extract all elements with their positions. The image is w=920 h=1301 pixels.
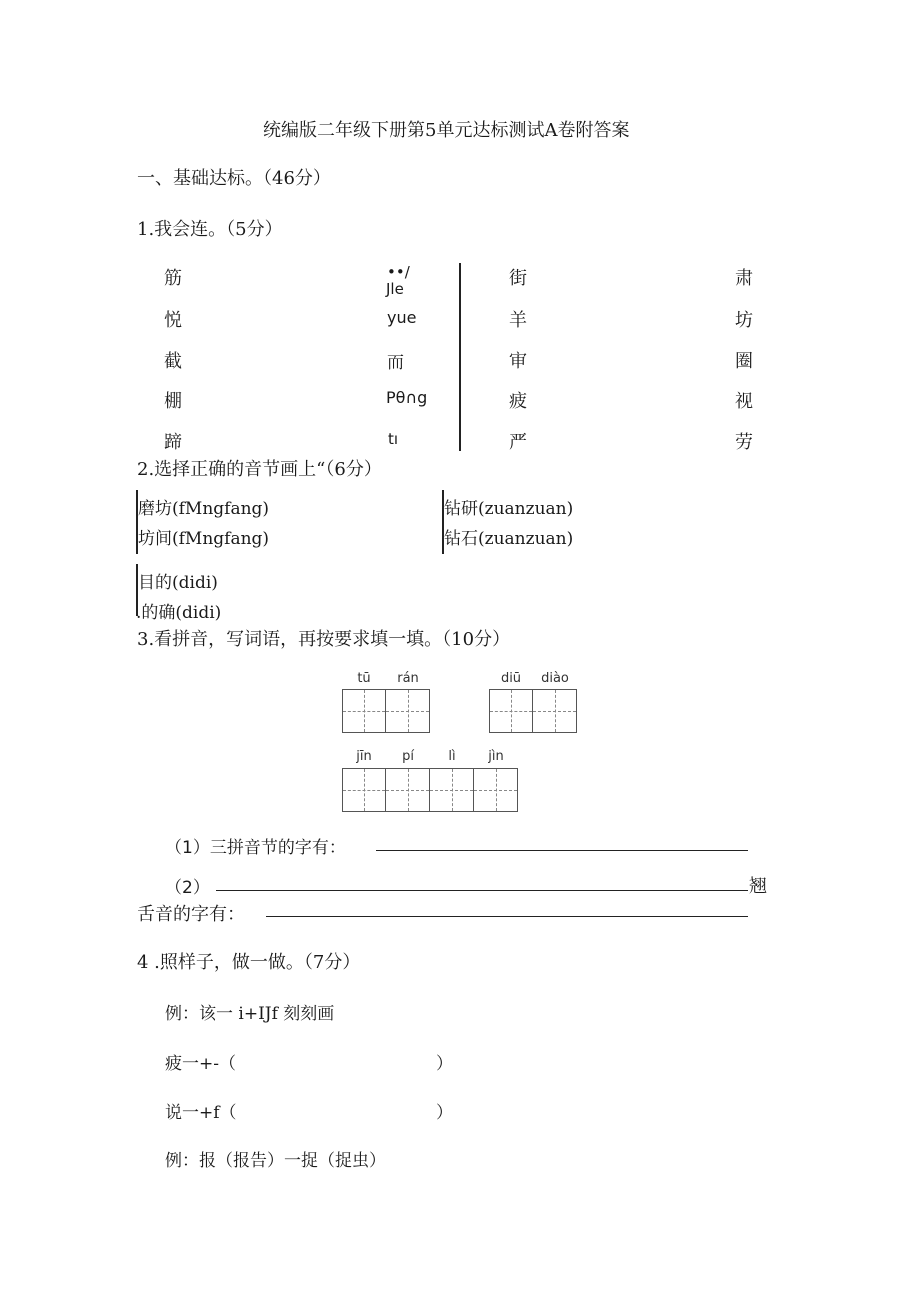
- word-option: 目的(didi): [138, 573, 218, 593]
- exercise-paren: ）: [436, 1054, 453, 1074]
- answer-line[interactable]: [376, 850, 748, 851]
- char-item: 截: [164, 351, 182, 372]
- pinyin-item: tı: [388, 430, 399, 448]
- char-item: 街: [509, 268, 527, 289]
- char-item: 严: [509, 432, 527, 453]
- char-item: 劳: [735, 432, 753, 453]
- writing-box[interactable]: [342, 768, 386, 812]
- pinyin-label: rán: [397, 671, 419, 686]
- question-1-title: 1.我会连。（5分）: [137, 219, 283, 240]
- writing-box[interactable]: [429, 768, 474, 812]
- char-item: 审: [509, 351, 527, 372]
- char-item: 坊: [735, 310, 753, 331]
- example-1: 例：该一 i+IJf 刻刻画: [165, 1004, 335, 1024]
- char-item: 棚: [164, 391, 182, 412]
- exercise-paren: ）: [436, 1103, 453, 1123]
- writing-box[interactable]: [385, 768, 430, 812]
- example-2: 例：报（报告）一捉（捉虫）: [165, 1151, 386, 1171]
- word-option: 磨坊(fMngfang): [138, 499, 270, 519]
- question-2-title: 2.选择正确的音节画上“（6分）: [137, 459, 382, 480]
- pinyin-label: diū: [500, 671, 522, 686]
- sub-question-2-label: 舌音的字有：: [137, 904, 245, 925]
- pinyin-label: jīn: [356, 749, 372, 764]
- pinyin-label: tū: [357, 671, 371, 686]
- pinyin-label: pí: [402, 749, 414, 764]
- char-item: 羊: [509, 310, 527, 331]
- pinyin-item: Pθ∩g: [386, 388, 428, 407]
- char-item: 圈: [735, 351, 753, 372]
- answer-line[interactable]: [216, 890, 748, 891]
- writing-box[interactable]: [342, 689, 386, 733]
- char-item: 蹄: [164, 432, 182, 453]
- page-title: 统编版二年级下册第5单元达标测试A卷附答案: [263, 120, 630, 141]
- writing-box[interactable]: [489, 689, 533, 733]
- char-item: 疲: [509, 391, 527, 412]
- pinyin-item: 而: [387, 353, 404, 373]
- pinyin-item: ••/: [387, 263, 410, 281]
- question-3-title: 3.看拼音，写词语，再按要求填一填。（10分）: [137, 629, 511, 650]
- word-option: 坊间(fMngfang): [138, 529, 270, 549]
- question-4-title: 4 .照样子，做一做。（7分）: [137, 952, 361, 973]
- word-option: 钻研(zuanzuan): [444, 499, 574, 519]
- answer-line[interactable]: [266, 916, 748, 917]
- section-heading: 一、基础达标。（46分）: [137, 168, 331, 189]
- word-option: .的确(didi): [136, 603, 222, 623]
- pinyin-label: diào: [541, 671, 569, 686]
- pinyin-label: jìn: [488, 749, 504, 764]
- divider-line: [459, 263, 461, 451]
- sub-question-2: （2）: [165, 878, 210, 898]
- char-item: 肃: [735, 268, 753, 289]
- exercise-line-1: 疲一+-（: [165, 1054, 236, 1074]
- writing-box[interactable]: [532, 689, 577, 733]
- sub-question-2-cont: 翘: [749, 876, 767, 897]
- char-item: 筋: [164, 268, 182, 289]
- writing-box[interactable]: [385, 689, 430, 733]
- sub-question-1: （1）三拼音节的字有：: [165, 838, 346, 858]
- char-item: 悦: [164, 310, 182, 331]
- writing-box[interactable]: [473, 768, 518, 812]
- word-option: 钻石(zuanzuan): [444, 529, 574, 549]
- pinyin-item: yue: [387, 308, 417, 327]
- char-item: 视: [735, 391, 753, 412]
- pinyin-label: lì: [448, 749, 456, 764]
- pinyin-item: Jle: [386, 280, 404, 298]
- exercise-line-2: 说一+f（: [165, 1103, 237, 1123]
